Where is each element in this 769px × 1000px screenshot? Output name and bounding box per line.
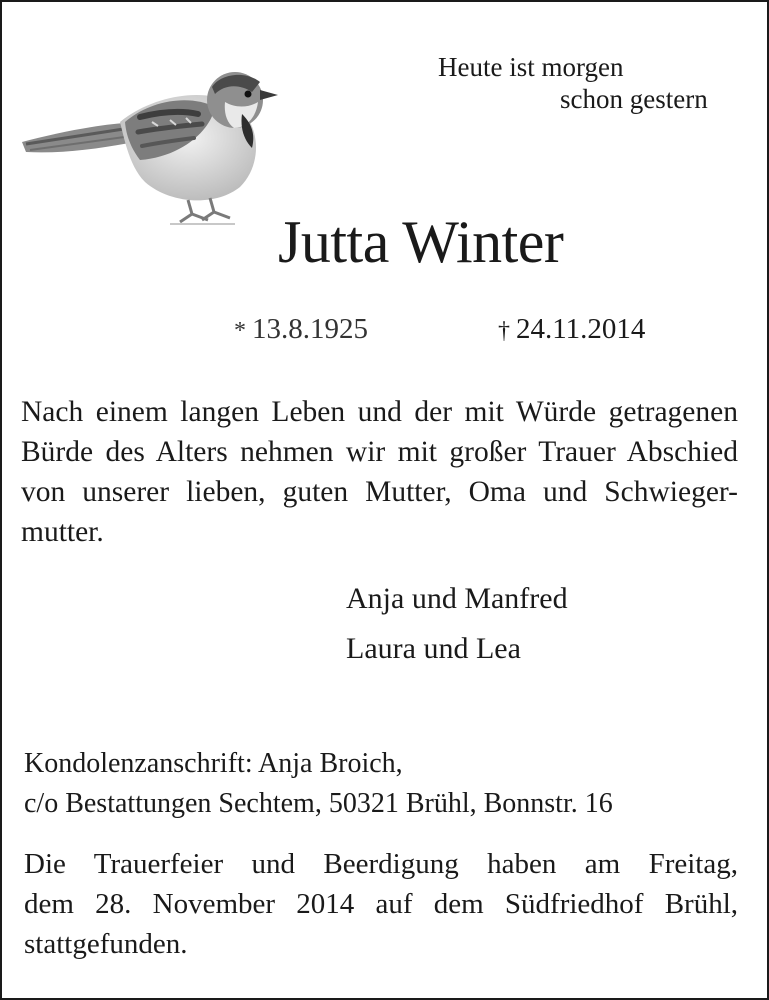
condolence-address-line-2: c/o Bestattungen Sechtem, 50321 Brühl, Bonnstr. 16 xyxy=(24,788,613,819)
birth-date: 13.8.1925 xyxy=(252,313,368,345)
birth-date-line xyxy=(234,313,368,346)
funeral-line-3: stattgefunden. xyxy=(24,928,188,960)
sparrow-icon xyxy=(20,62,285,237)
cross-icon: † xyxy=(498,318,510,344)
motto-line-2: schon gestern xyxy=(560,84,708,114)
motto-line-1: Heute ist morgen xyxy=(438,52,624,82)
condolence-address-line-1: Kondolenzanschrift: Anja Broich, xyxy=(24,748,403,779)
death-date-line xyxy=(498,313,645,346)
message-line-3: von unserer lieben, guten Mutter, Oma und Schwieger- xyxy=(21,476,738,508)
message-line-1: Nach einem langen Leben und der mit Würde getragenen xyxy=(21,396,738,428)
farewell-message xyxy=(21,392,738,552)
deceased-name: Jutta Winter xyxy=(278,209,564,275)
funeral-line-2: dem 28. November 2014 auf dem Südfriedhof Brühl, xyxy=(24,888,738,920)
death-date: 24.11.2014 xyxy=(516,313,646,345)
funeral-line-1: Die Trauerfeier und Beerdigung haben am Freitag, xyxy=(24,848,738,880)
mourners-line-1: Anja und Manfred xyxy=(346,582,568,615)
star-icon: * xyxy=(234,318,246,344)
funeral-notice xyxy=(24,844,738,964)
message-line-4: mutter. xyxy=(21,516,104,548)
mourners-line-2: Laura und Lea xyxy=(346,632,521,665)
message-line-2: Bürde des Alters nehmen wir mit großer Trauer Abschied xyxy=(21,436,738,468)
